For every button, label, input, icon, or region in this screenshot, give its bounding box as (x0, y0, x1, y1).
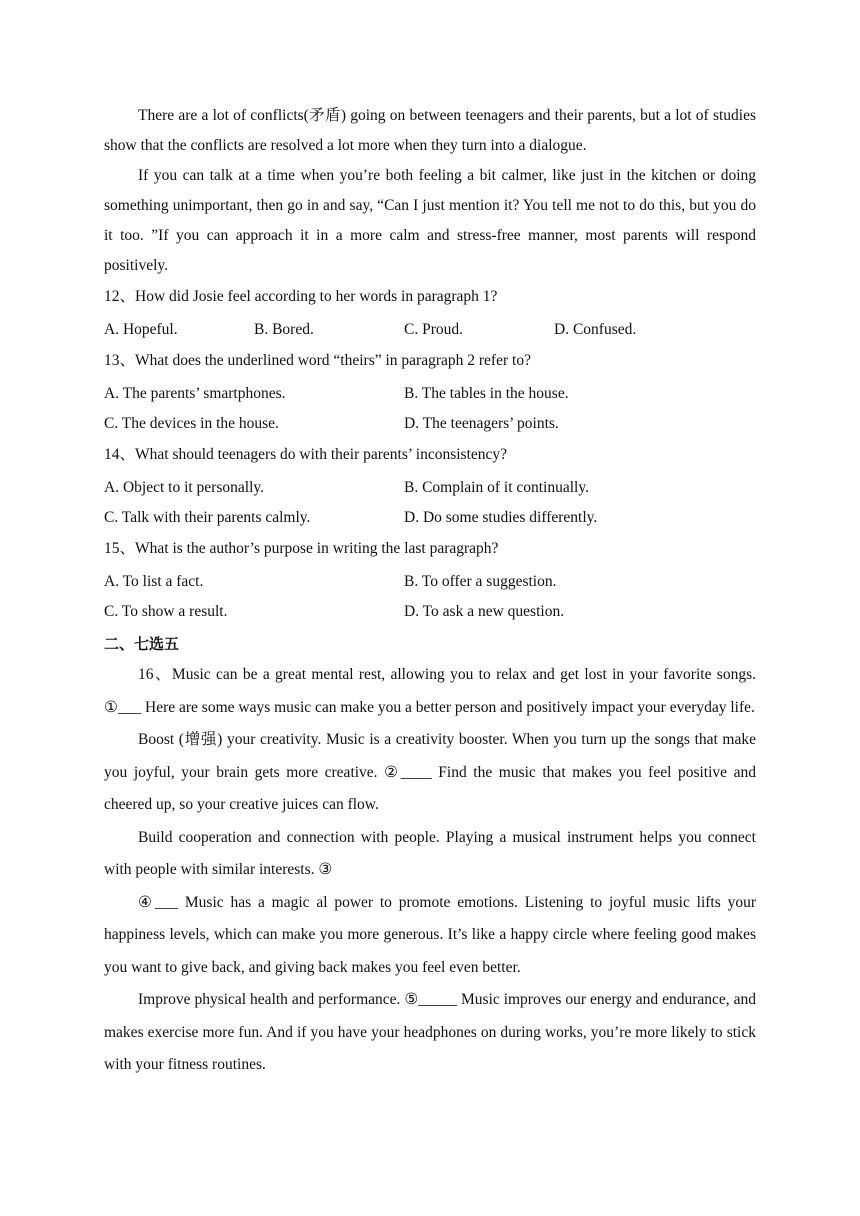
option-d: D. Do some studies differently. (404, 509, 598, 526)
passage-paragraph: Improve physical health and performance. ⑤_____ Music improves our energy and endurance, and makes exercise more fun. And if you have your headphones on during works, you’re more likely to stick with your fitness routines. (104, 991, 756, 1073)
option-a: A. Object to it personally. (104, 479, 264, 496)
options-13-row2 (104, 409, 756, 439)
option-b: B. Bored. (254, 321, 314, 338)
question-14: 14、What should teenagers do with their parents’ inconsistency? (104, 446, 508, 463)
options-15-row1 (104, 564, 756, 597)
options-14-row1 (104, 470, 756, 503)
option-c: C. To show a result. (104, 603, 228, 620)
page-content (104, 101, 756, 1082)
options-14-row2 (104, 503, 756, 533)
question-12: 12、How did Josie feel according to her words in paragraph 1? (104, 288, 498, 305)
option-a: A. Hopeful. (104, 321, 178, 338)
option-d: D. To ask a new question. (404, 603, 565, 620)
option-c: C. Proud. (404, 321, 463, 338)
passage-paragraph: ④___ Music has a magic al power to promote emotions. Listening to joyful music lifts your happiness levels, which can make you more generous. It’s like a happy circle where feeling good makes you want to give back, and giving back makes you feel even better. (104, 893, 756, 976)
option-d: D. Confused. (554, 321, 637, 338)
options-15-row2 (104, 597, 756, 627)
option-b: B. Complain of it continually. (404, 479, 589, 496)
passage-paragraph: If you can talk at a time when you’re both feeling a bit calmer, like just in the kitchen or doing something unimportant, then go in and say, “Can I just mention it? You tell me not to do this, but you do it too. ”If you can approach it in a more calm and stress-free manner, most parents will respond positively. (104, 167, 756, 274)
passage-paragraph: Build cooperation and connection with people. Playing a musical instrument helps you connect with people with similar interests. ③ (104, 828, 756, 878)
option-d: D. The teenagers’ points. (404, 415, 559, 432)
option-a: A. The parents’ smartphones. (104, 385, 286, 402)
option-b: B. To offer a suggestion. (404, 573, 557, 590)
question-15: 15、What is the author’s purpose in writing the last paragraph? (104, 540, 499, 557)
option-c: C. The devices in the house. (104, 415, 279, 432)
passage-paragraph: 16、Music can be a great mental rest, allowing you to relax and get lost in your favorite songs. ①___ Here are some ways music can make you a better person and positively impact your everyday life. (104, 666, 756, 716)
option-a: A. To list a fact. (104, 573, 204, 590)
options-13-row1 (104, 376, 756, 409)
question-13: 13、What does the underlined word “theirs” in paragraph 2 refer to? (104, 352, 531, 369)
passage-paragraph: Boost (增强) your creativity. Music is a creativity booster. When you turn up the songs that make you joyful, your brain gets more creative. ②____ Find the music that makes you feel positive and cheered up, so your creative juices can flow. (104, 731, 756, 813)
options-12 (104, 312, 756, 345)
section-heading: 二、七选五 (104, 635, 180, 653)
option-c: C. Talk with their parents calmly. (104, 509, 311, 526)
passage-paragraph: There are a lot of conflicts(矛盾) going on between teenagers and their parents, but a lot of studies show that the conflicts are resolved a lot more when they turn into a dialogue. (104, 107, 756, 154)
option-b: B. The tables in the house. (404, 385, 569, 402)
